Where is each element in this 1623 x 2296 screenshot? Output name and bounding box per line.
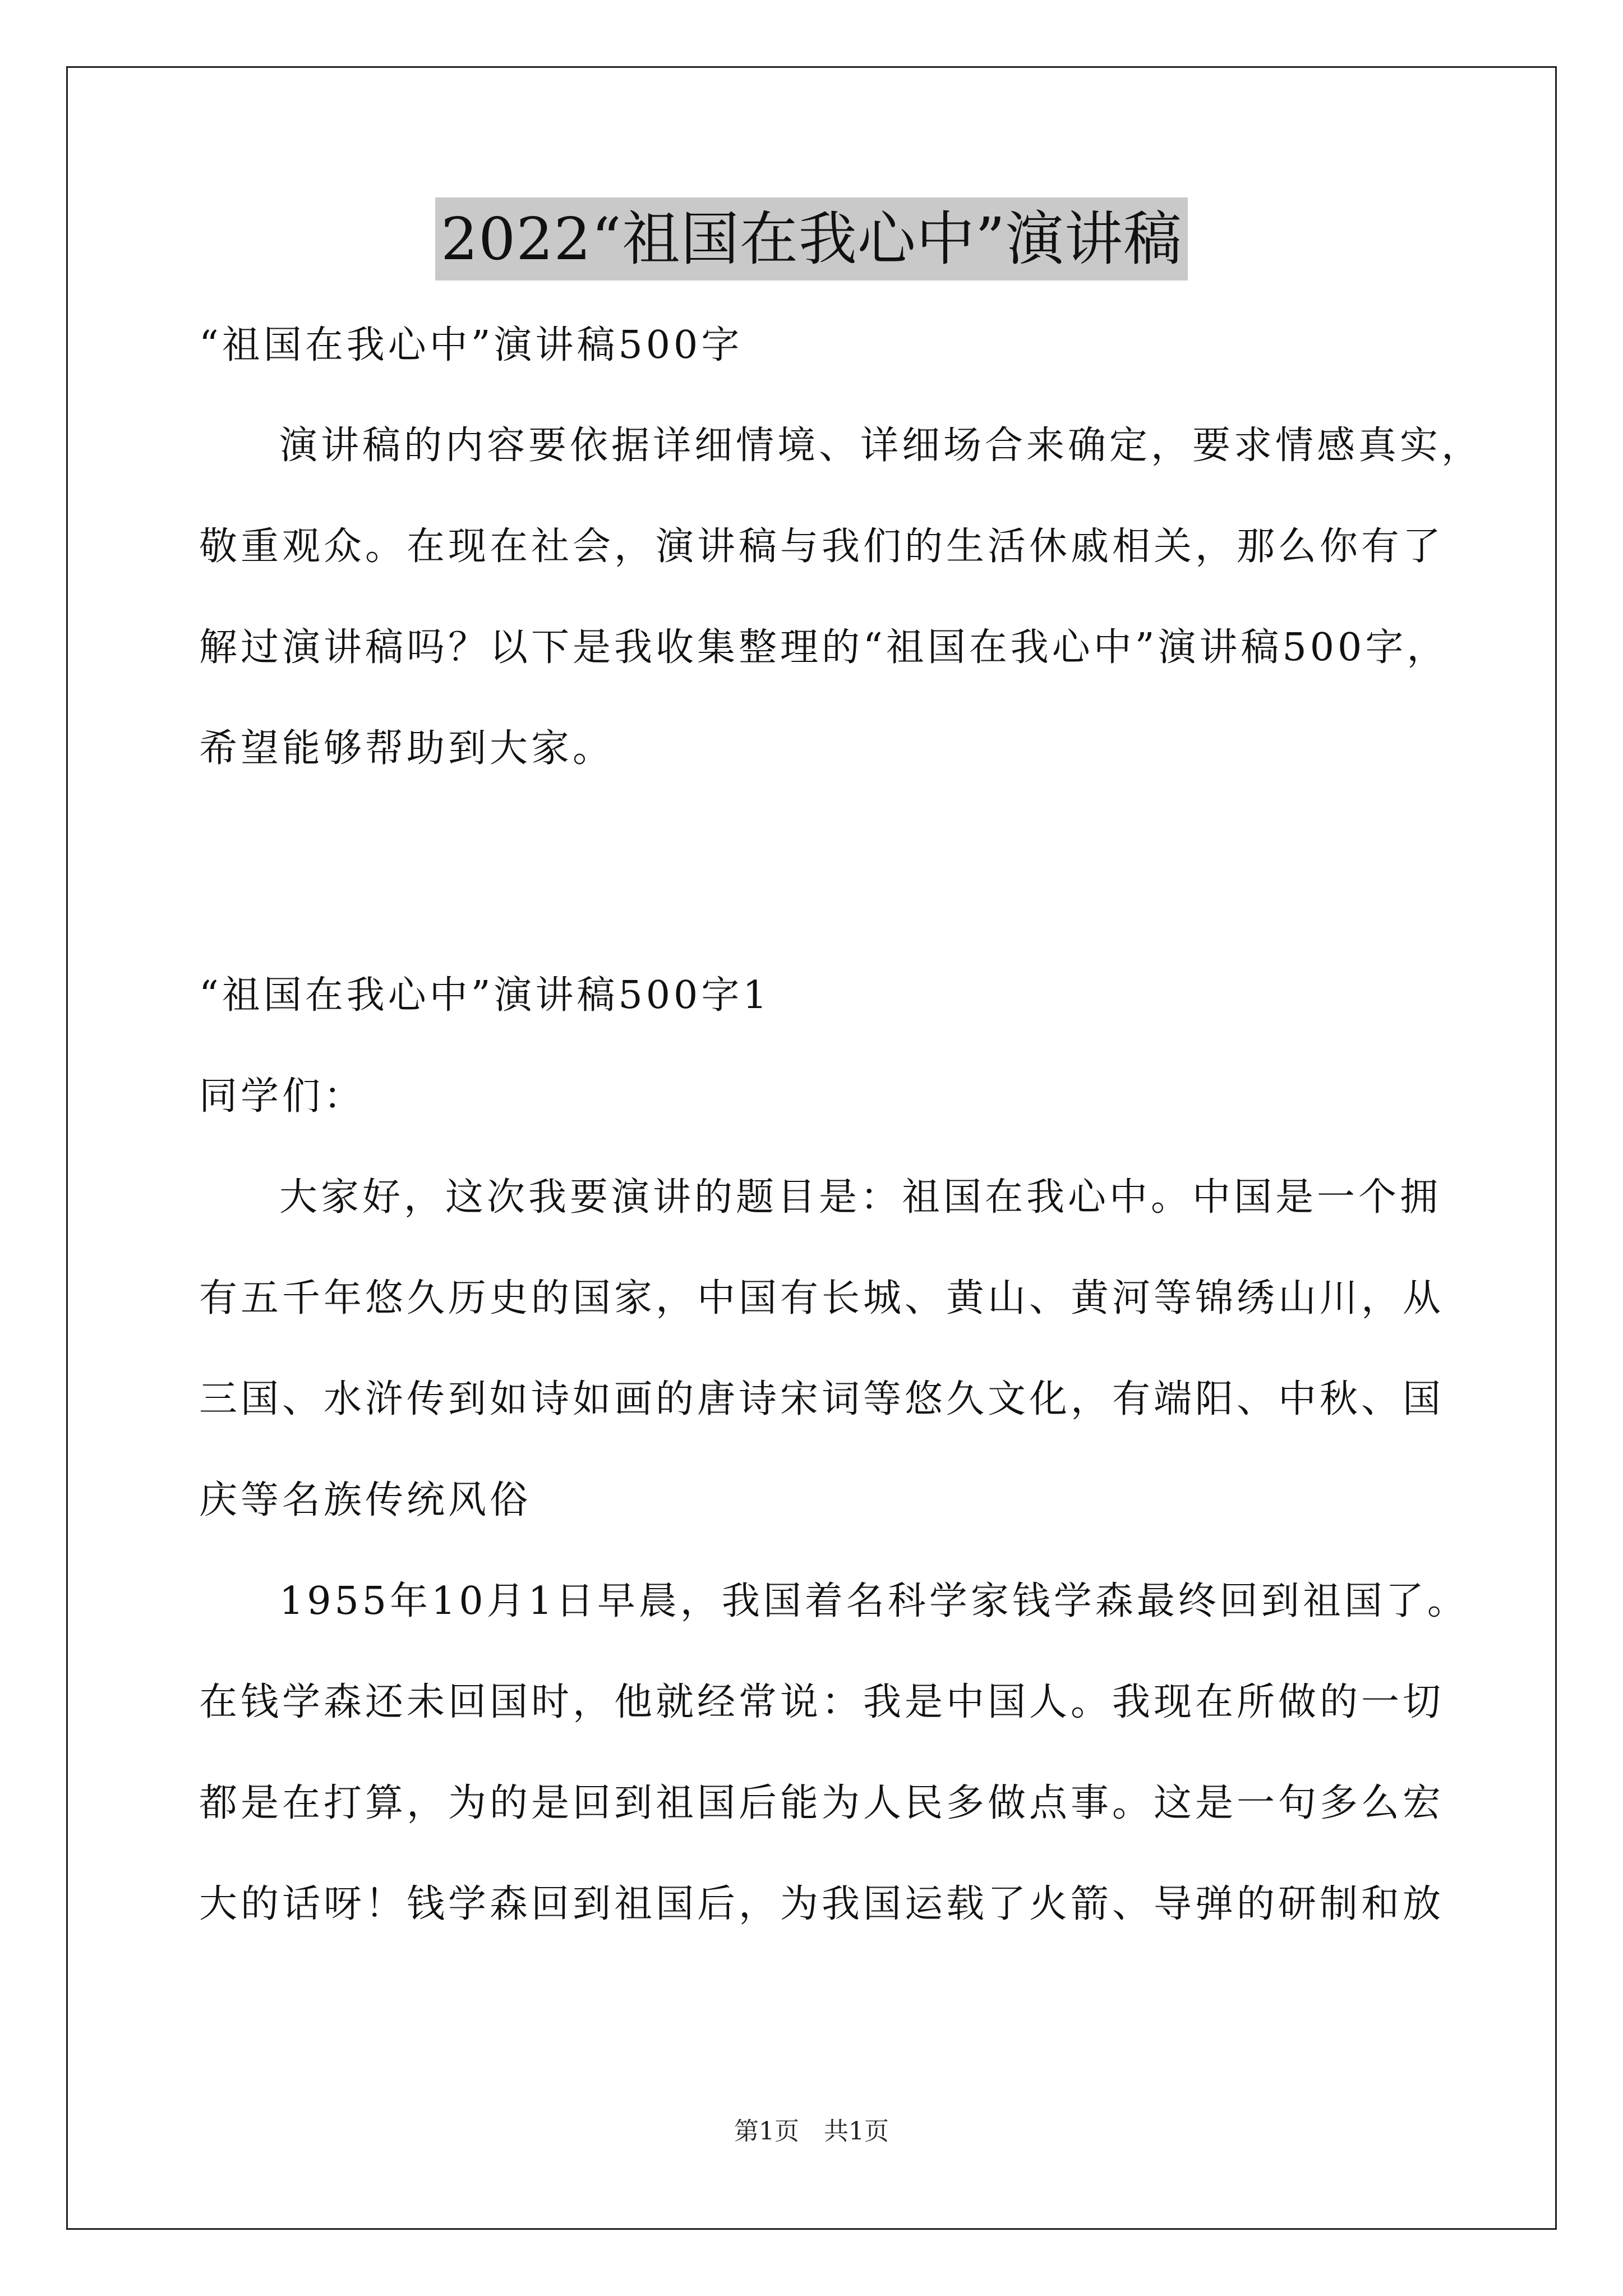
intro-line-1: 演讲稿的内容要依据详细情境、详细场合来确定，要求情感真实，	[279, 424, 1483, 468]
section-heading: “祖国在我心中”演讲稿500字1	[199, 973, 771, 1018]
paragraph2-line-4: 大的话呀！钱学森回到祖国后，为我国运载了火箭、导弹的研制和放	[199, 1882, 1445, 1926]
paragraph1-line-4: 庆等名族传统风俗	[199, 1478, 532, 1522]
intro-line-4: 希望能够帮助到大家。	[199, 726, 615, 771]
paragraph2-line-3: 都是在打算，为的是回到祖国后能为人民多做点事。这是一句多么宏	[199, 1781, 1445, 1825]
title-wrap	[0, 197, 1623, 280]
intro-line-2: 敬重观众。在现在社会，演讲稿与我们的生活休戚相关，那么你有了	[199, 524, 1445, 569]
subtitle: “祖国在我心中”演讲稿500字	[199, 323, 743, 367]
intro-line-3: 解过演讲稿吗？以下是我收集整理的“祖国在我心中”演讲稿500字，	[199, 625, 1449, 670]
document-title: 2022“祖国在我心中”演讲稿	[435, 197, 1188, 280]
paragraph1-line-3: 三国、水浒传到如诗如画的唐诗宋词等悠久文化，有端阳、中秋、国	[199, 1377, 1445, 1421]
paragraph2-line-1: 1955年10月1日早晨，我国着名科学家钱学森最终回到祖国了。	[279, 1579, 1469, 1623]
paragraph1-line-2: 有五千年悠久历史的国家，中国有长城、黄山、黄河等锦绣山川，从	[199, 1276, 1445, 1320]
paragraph1-line-1: 大家好，这次我要演讲的题目是：祖国在我心中。中国是一个拥	[279, 1175, 1442, 1220]
paragraph2-line-2: 在钱学森还未回国时，他就经常说：我是中国人。我现在所做的一切	[199, 1680, 1445, 1724]
page-footer: 第1页 共1页	[734, 2117, 889, 2146]
salutation: 同学们：	[199, 1074, 366, 1119]
